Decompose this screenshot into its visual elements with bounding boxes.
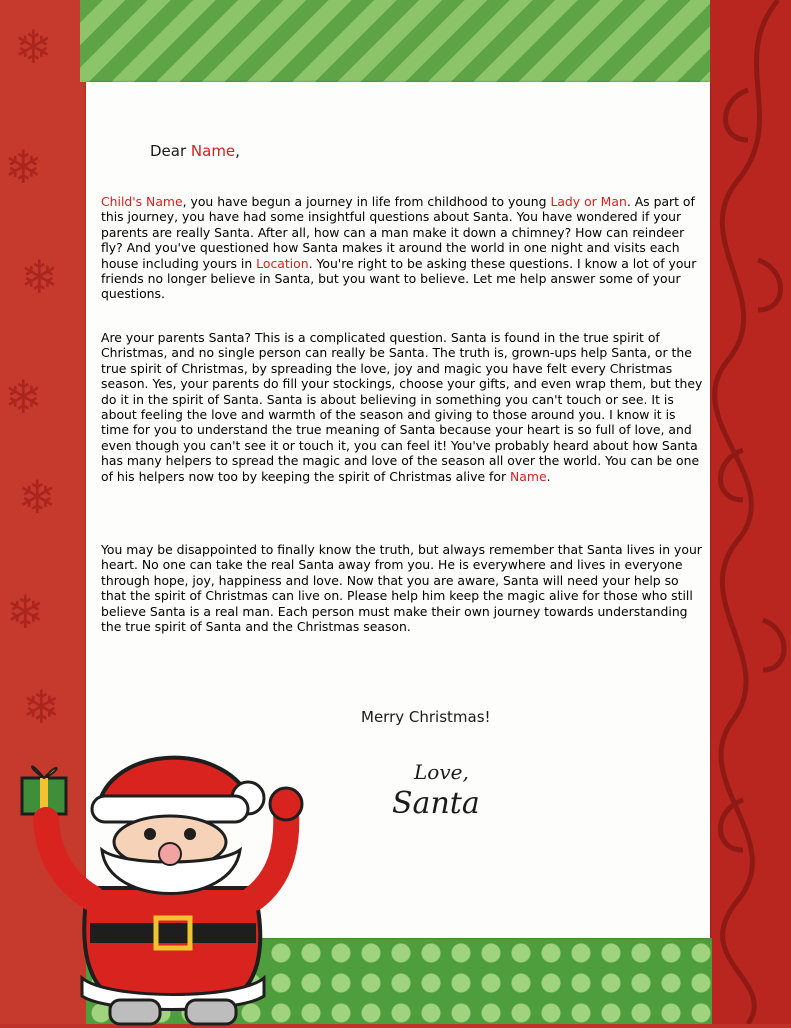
- snowflake-icon: ❄: [14, 20, 53, 74]
- swirl-pattern-icon: [708, 0, 791, 1024]
- name-placeholder: Name: [190, 142, 236, 160]
- paragraph-1: [101, 194, 704, 302]
- name-placeholder: Name: [510, 468, 547, 484]
- greeting: [150, 142, 240, 160]
- right-border: [708, 0, 791, 1024]
- love-line: Love,: [414, 760, 469, 784]
- santa-signature: Santa: [392, 786, 480, 821]
- snowflake-icon: ❄: [6, 585, 45, 639]
- child-name-placeholder: Child's Name: [101, 194, 183, 209]
- snowflake-icon: ❄: [4, 140, 43, 194]
- paragraph-3: You may be disappointed to finally know the truth, but always remember that Santa lives in your heart. No one can take the real Santa away from you. He is everywhere and lives in everyone through hope, joy, happiness and love. Now that you are aware, Santa will need your help so that the spirit of Christmas can live on. Please help him keep the magic alive for those who still believe Santa is a real man. Each person must make their own journey towards understanding the true spirit of Santa and the Christmas season.: [101, 542, 702, 635]
- paragraph-1-text-b: . As part of this journey, you have had some insightful questions about Santa. You have wondered if your parents are really Santa. After all, how can a man make it down a chimney? How can reindeer fly? And you've questioned how Santa makes it around the world in one night and visits each house including yours in: [101, 194, 695, 271]
- paragraph-2-text-b: .: [546, 468, 551, 484]
- greeting-prefix: Dear: [150, 142, 191, 160]
- snowflake-icon: ❄: [4, 370, 43, 424]
- greeting-suffix: ,: [235, 142, 240, 160]
- paragraph-1-text-a: , you have begun a journey in life from childhood to young: [182, 194, 551, 209]
- paragraph-2: [101, 330, 704, 484]
- snowflake-icon: ❄: [22, 680, 61, 734]
- santa-illustration-icon: [18, 738, 318, 1028]
- snowflake-icon: ❄: [18, 470, 57, 524]
- paragraph-1-text-c: . You're right to be asking these questions. I know a lot of your friends no longer believe in Santa, but you want to believe. Let me help answer some of your questions.: [101, 255, 697, 302]
- closing-line: Merry Christmas!: [361, 708, 491, 726]
- location-placeholder: Location: [256, 255, 309, 271]
- top-striped-border: [80, 0, 710, 82]
- paragraph-2-text-a: Are your parents Santa? This is a complicated question. Santa is found in the true spirit of Christmas, and no single person can really be Santa. The truth is, grown-ups help Santa, or the true spirit of Christmas, by spreading the love, joy and magic you have felt every Christmas season. Yes, your parents do fill your stockings, choose your gifts, and even wrap them, but they do it in the spirit of Santa. Santa is about believing in something you can't touch or see. It is about feeling the love and warmth of the season and giving to those around you. I know it is time for you to understand the true meaning of Santa because your heart is so full of love, and even though you can't see it or touch it, you can feel it! You've probably heard about how Santa has many helpers to spread the magic and love of the season all over the world. You can be one of his helpers now too by keeping the spirit of Christmas alive for: [101, 330, 703, 484]
- lady-or-man-placeholder: Lady or Man: [550, 194, 627, 209]
- snowflake-icon: ❄: [20, 250, 59, 304]
